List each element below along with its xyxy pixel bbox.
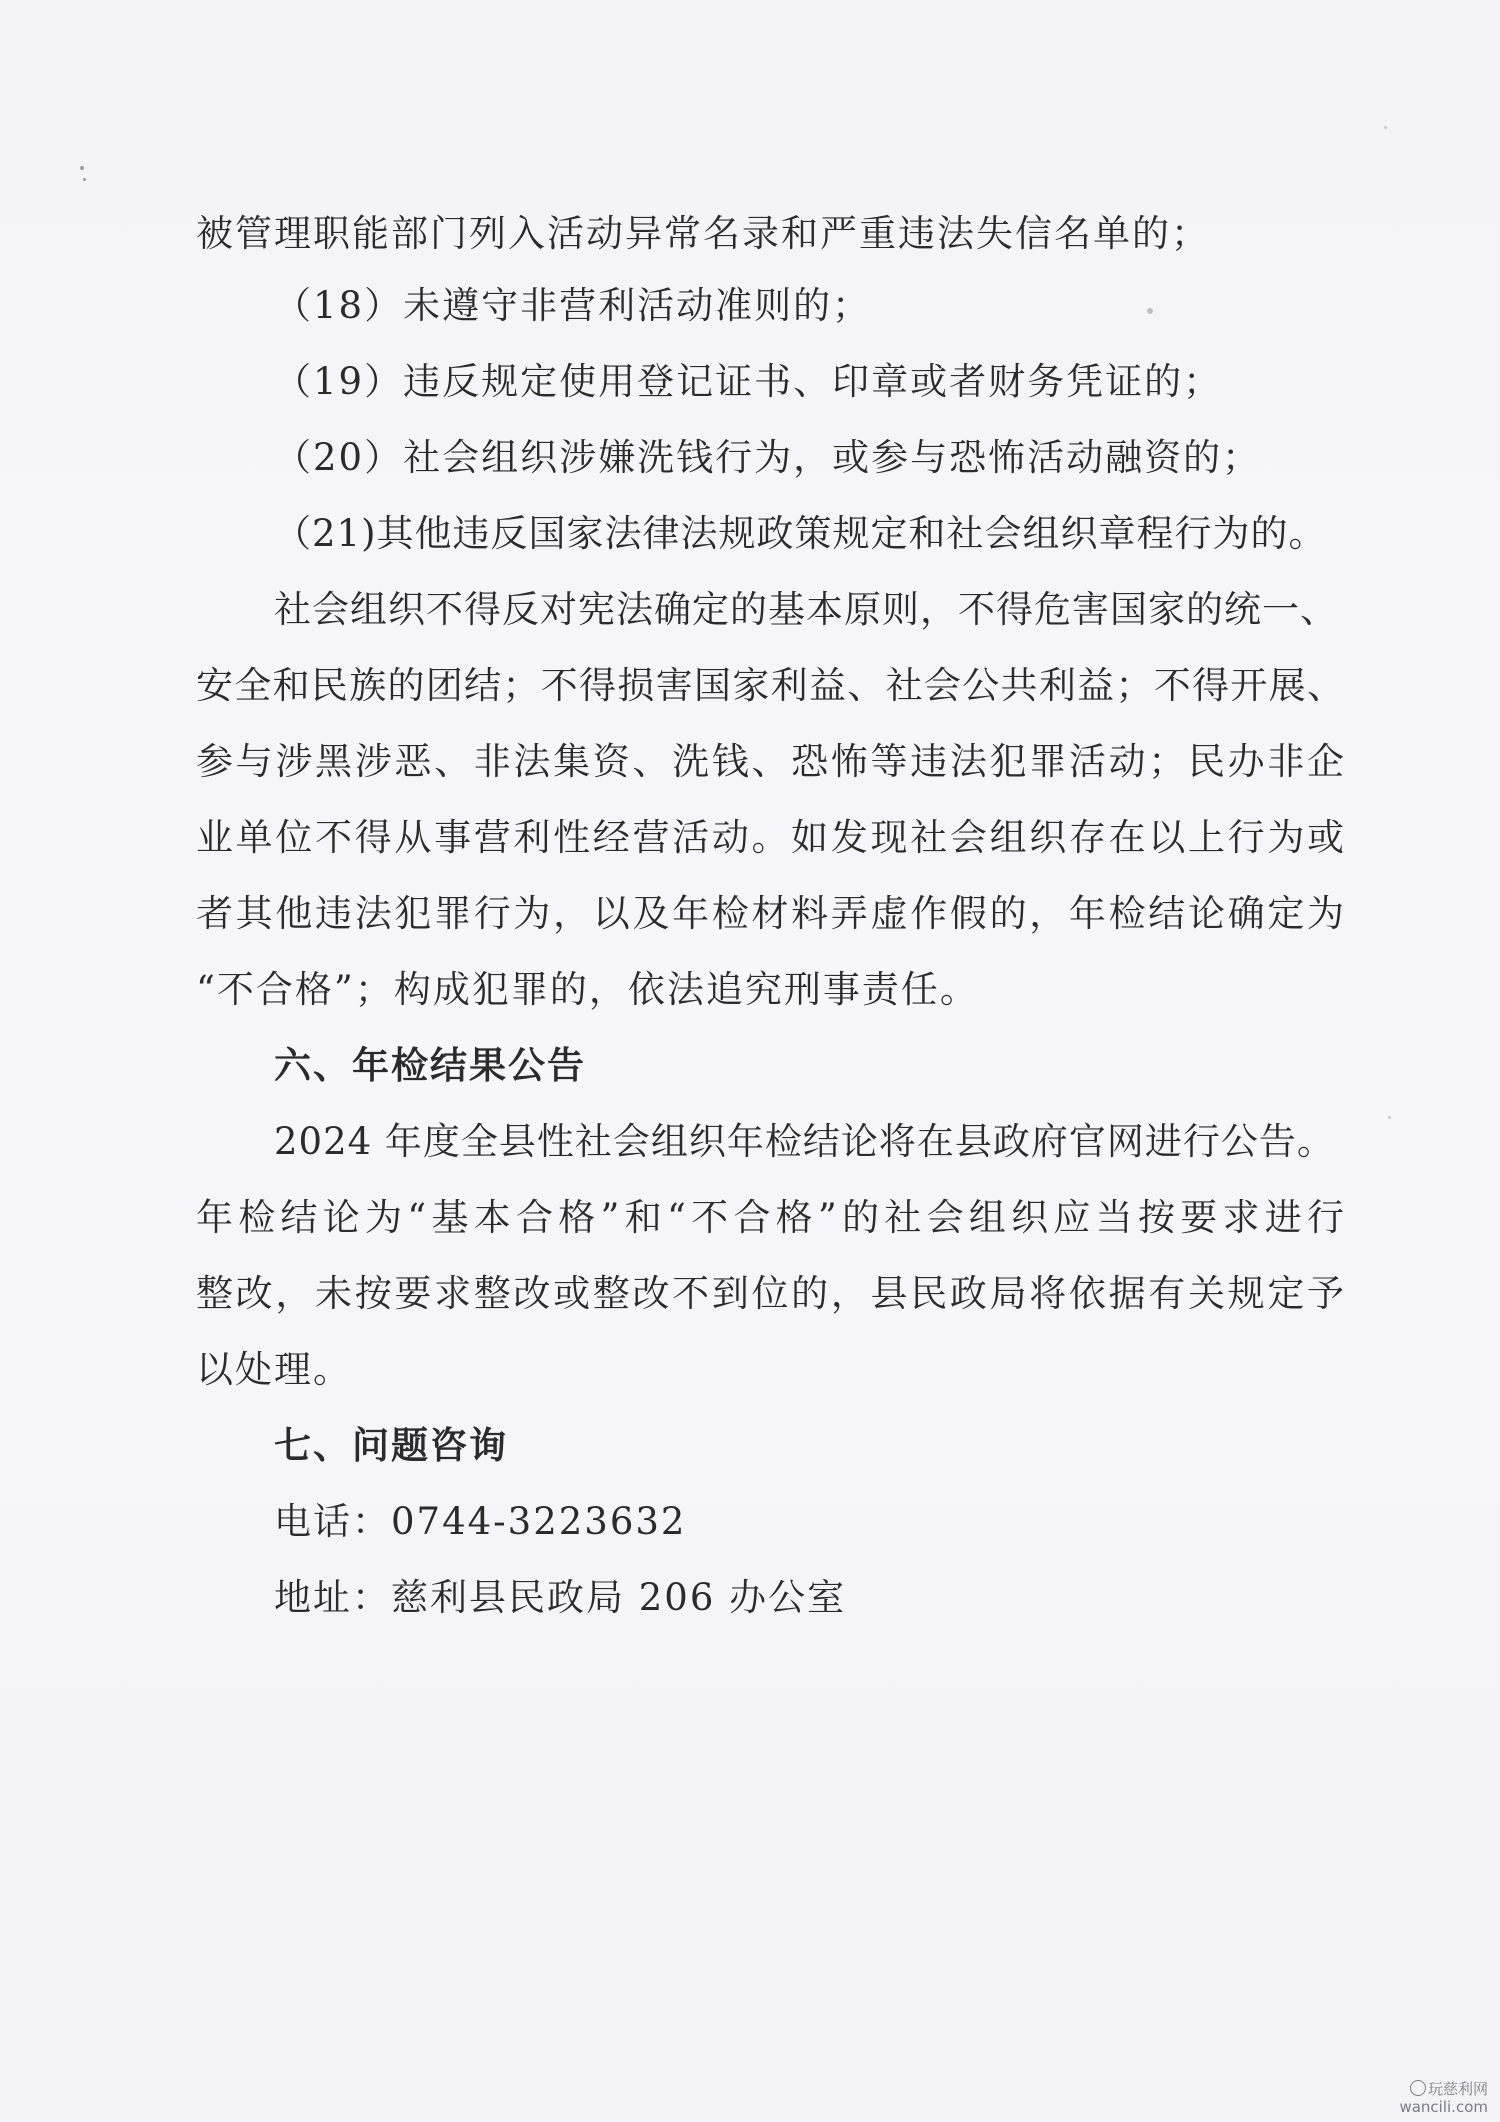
scan-speck [1384, 126, 1387, 129]
paragraph-line: 2024 年度全县性社会组织年检结论将在县政府官网进行公告。 [274, 1120, 1335, 1163]
paragraph-line: 以处理。 [196, 1348, 352, 1391]
list-item-20: （20）社会组织涉嫌洗钱行为，或参与恐怖活动融资的； [274, 436, 1262, 479]
paragraph-line: “不合格”；构成犯罪的，依法追究刑事责任。 [196, 968, 979, 1011]
paragraph-line: 安全和民族的团结；不得损害国家利益、社会公共利益；不得开展、 [196, 664, 1344, 707]
watermark-logo-icon [1410, 2080, 1426, 2096]
list-item-18: （18）未遵守非营利活动准则的； [274, 284, 872, 327]
contact-phone: 电话：0744-3223632 [274, 1500, 687, 1543]
paragraph-line: 年检结论为“基本合格”和“不合格”的社会组织应当按要求进行 [196, 1196, 1344, 1239]
section-heading-6: 六、年检结果公告 [274, 1044, 586, 1087]
paragraph-line: 被管理职能部门列入活动异常名录和严重违法失信名单的； [196, 212, 1210, 255]
scan-speck [80, 166, 84, 170]
scan-speck [1147, 308, 1153, 314]
paragraph-line: 参与涉黑涉恶、非法集资、洗钱、恐怖等违法犯罪活动；民办非企 [196, 740, 1344, 783]
contact-address: 地址：慈利县民政局 206 办公室 [274, 1576, 847, 1619]
watermark-title: 玩慈利网 [1427, 2080, 1488, 2098]
scan-speck [1388, 1116, 1391, 1119]
watermark-domain: wancili.com [1399, 2098, 1488, 2116]
paragraph-line: 业单位不得从事营利性经营活动。如发现社会组织存在以上行为或 [196, 816, 1344, 859]
paragraph-line: 社会组织不得反对宪法确定的基本原则，不得危害国家的统一、 [274, 588, 1338, 631]
paragraph-line: 者其他违法犯罪行为，以及年检材料弄虚作假的，年检结论确定为 [196, 892, 1344, 935]
paragraph-line: 整改，未按要求整改或整改不到位的，县民政局将依据有关规定予 [196, 1272, 1344, 1315]
section-heading-7: 七、问题咨询 [274, 1424, 508, 1467]
site-watermark [1376, 2080, 1488, 2116]
scan-speck [83, 178, 86, 181]
list-item-19: （19）违反规定使用登记证书、印章或者财务凭证的； [274, 360, 1223, 403]
list-item-21: （21)其他违反国家法律法规政策规定和社会组织章程行为的。 [274, 512, 1327, 555]
